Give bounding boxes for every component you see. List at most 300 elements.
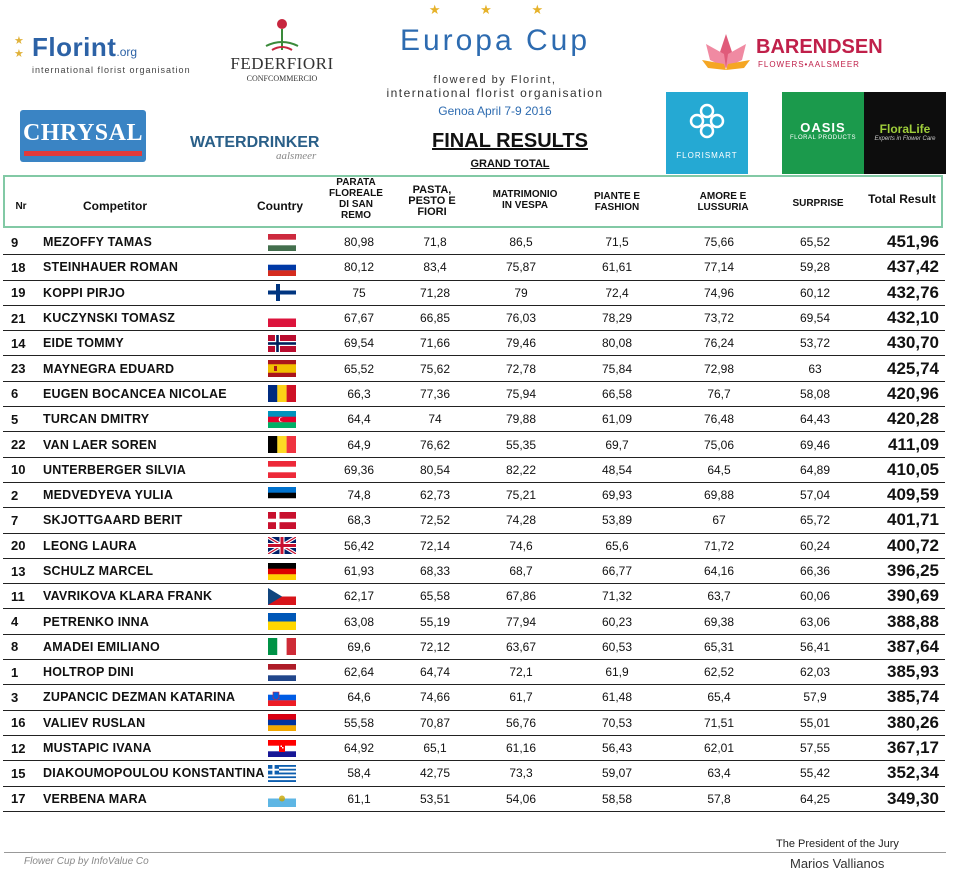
germany-flag-icon [267,559,297,583]
score-cell: 60,12 [799,285,831,300]
score-cell: 60,53 [601,639,633,654]
san-marino-flag-icon [267,787,297,811]
score-cell: 69,38 [703,614,735,629]
italy-flag-icon [267,635,297,659]
europa-line2: international florist organisation [386,86,604,100]
floralife-subtitle: Experts in Flower Care [874,136,936,142]
score-cell: 72,78 [505,361,537,376]
score-cell: 55,01 [799,715,831,730]
score-cell: 66,58 [601,386,633,401]
score-cell: 70,87 [419,715,451,730]
grand-total-subtitle: GRAND TOTAL [470,158,550,170]
florismart-name: FLORISMART [676,151,738,160]
score-cell: 62,01 [703,741,735,756]
total-result: 411,09 [887,434,939,454]
competitor-number: 1 [11,664,19,680]
competitor-number: 19 [11,285,26,301]
competitor-number: 5 [11,411,19,427]
score-cell: 69,46 [799,437,831,452]
score-cell: 65,4 [707,690,731,705]
total-result: 420,96 [887,383,939,403]
competitor-number: 11 [11,588,25,604]
competitor-name: DIAKOUMOPOULOU KONSTANTINA [43,766,265,781]
table-row [3,534,945,559]
waterdrinker-name: WATERDRINKER [190,134,320,151]
europa-line1: flowered by Florint, [433,74,557,86]
score-cell: 65,58 [419,589,451,604]
score-cell: 77,94 [505,614,537,629]
score-cell: 79,46 [505,336,537,351]
competitor-name: VAVRIKOVA KLARA FRANK [43,589,213,604]
chrysal-band [24,151,142,156]
score-cell: 57,55 [799,741,831,756]
table-row [3,230,945,255]
score-cell: 75 [352,285,366,300]
competitor-name: TURCAN DMITRY [43,412,150,427]
score-cell: 56,76 [505,715,537,730]
table-row [3,306,945,331]
score-cell: 74,8 [347,488,371,503]
score-cell: 58,58 [601,791,633,806]
footer-credit: Flower Cup by InfoValue Co [24,856,149,867]
score-cell: 71,72 [703,538,735,553]
score-cell: 56,42 [343,538,375,553]
score-cell: 64,5 [707,462,731,477]
score-cell: 77,36 [419,386,451,401]
score-cell: 62,03 [799,665,831,680]
competitor-number: 16 [11,715,26,731]
total-result: 390,69 [887,586,939,606]
competitor-number: 23 [11,361,26,377]
score-cell: 76,24 [703,336,735,351]
score-cell: 69,6 [347,639,371,654]
score-cell: 76,62 [419,437,451,452]
score-cell: 75,94 [505,386,537,401]
total-result: 388,88 [887,611,939,631]
score-cell: 74,66 [419,690,451,705]
score-cell: 62,64 [343,665,375,680]
score-cell: 66,85 [419,311,451,326]
score-cell: 48,54 [601,462,633,477]
col-country: Country [257,199,303,213]
score-cell: 55,58 [343,715,375,730]
competitor-name: VALIEV RUSLAN [43,715,146,730]
total-result: 385,74 [887,687,939,707]
table-row [3,787,945,812]
score-cell: 71,8 [423,235,447,250]
score-cell: 80,12 [343,260,375,275]
score-cell: 55,19 [419,614,451,629]
oasis-name: OASIS [800,120,846,135]
score-cell: 70,53 [601,715,633,730]
score-cell: 78,29 [601,311,633,326]
score-cell: 56,41 [799,639,831,654]
federfiori-name: FEDERFIORI [230,54,334,73]
table-row [3,559,945,584]
table-row [3,255,945,280]
score-cell: 68,3 [347,513,371,528]
competitor-number: 15 [11,765,26,781]
results-table-body [3,230,945,812]
score-cell: 74,96 [703,285,735,300]
total-result: 396,25 [887,561,939,580]
score-cell: 65,72 [799,513,831,528]
total-result: 385,93 [887,662,939,682]
competitor-number: 17 [11,791,26,807]
score-cell: 76,48 [703,412,735,427]
uk-flag-icon [267,534,297,558]
score-cell: 66,77 [601,564,633,578]
col-nr: Nr [15,201,27,212]
floralife-name: FloraLife [879,122,931,136]
total-result: 425,74 [887,358,939,378]
star-icon: ★ ★ [14,35,24,60]
poland-flag-icon [267,306,297,330]
score-cell: 55,35 [505,437,537,452]
barendsen-subtitle: FLOWERS•AALSMEER [758,60,860,69]
col-matrimonio: MATRIMONIO IN VESPA [492,189,558,211]
score-cell: 66,3 [347,386,371,401]
score-cell: 61,48 [601,690,633,705]
score-cell: 72,52 [419,513,451,528]
floralife-logo [864,92,946,174]
col-amore-lussuria: AMORE E LUSSURIA [697,191,749,213]
score-cell: 55,42 [799,766,831,781]
competitor-number: 13 [11,563,26,579]
croatia-flag-icon [267,736,297,760]
competitor-name: MAYNEGRA EDUARD [43,361,175,376]
norway-flag-icon [267,331,297,355]
competitor-name: STEINHAUER ROMAN [43,260,179,275]
chrysal-name: CHRYSAL [22,120,143,146]
barendsen-name: BARENDSEN [756,36,883,58]
score-cell: 58,4 [347,766,371,781]
total-result: 380,26 [887,712,939,732]
competitor-number: 20 [11,538,26,554]
score-cell: 61,09 [601,412,633,427]
score-cell: 60,06 [799,589,831,604]
florismart-logo [666,92,748,174]
hungary-flag-icon [267,230,297,254]
score-cell: 64,6 [347,690,371,705]
total-result: 451,96 [887,232,939,252]
score-cell: 64,92 [343,741,375,756]
netherlands-flag-icon [267,660,297,684]
europa-cup-logo [360,2,630,118]
score-cell: 74 [428,412,442,427]
table-row [3,711,945,736]
col-piante-fashion: PIANTE E FASHION [593,191,641,213]
score-cell: 53,89 [601,513,633,528]
competitor-name: SCHULZ MARCEL [43,564,154,578]
score-cell: 53,72 [799,336,831,351]
table-row [3,483,945,508]
competitor-name: EIDE TOMMY [43,336,124,351]
col-pasta-pesto: PASTA, PESTO E FIORI [408,184,456,218]
score-cell: 71,32 [601,589,633,604]
score-cell: 71,51 [703,715,735,730]
armenia-flag-icon [267,711,297,735]
stars-icon: ★ ★ ★ [428,2,562,17]
col-surprise: SURPRISE [792,198,844,209]
col-total-result: Total Result [868,192,936,206]
total-result: 367,17 [887,738,939,758]
table-row [3,685,945,710]
competitor-name: AMADEI EMILIANO [43,639,160,654]
score-cell: 69,54 [799,311,831,326]
score-cell: 71,28 [419,285,451,300]
competitor-name: KUCZYNSKI TOMASZ [43,311,176,326]
score-cell: 76,03 [505,311,537,326]
score-cell: 74,28 [505,513,537,528]
score-cell: 72,14 [419,538,451,553]
total-result: 410,05 [887,459,939,479]
col-parata-floreale: PARATA FLOREALE DI SAN REMO [329,177,383,221]
florint-subtitle: international florist organisation [32,65,191,75]
score-cell: 67 [712,513,726,528]
spain-flag-icon [267,356,297,380]
flower-knot-icon [688,102,726,140]
score-cell: 53,51 [419,791,451,806]
total-result: 401,71 [887,510,939,530]
chrysal-logo [20,110,146,162]
score-cell: 66,36 [799,564,831,578]
final-results-title: FINAL RESULTS [432,130,588,152]
score-cell: 58,08 [799,386,831,401]
competitor-number: 18 [11,259,26,275]
score-cell: 64,74 [419,665,451,680]
score-cell: 86,5 [509,235,533,250]
score-cell: 83,4 [423,260,447,275]
score-cell: 60,23 [601,614,633,629]
competitor-number: 2 [11,487,19,503]
score-cell: 77,14 [703,260,735,275]
score-cell: 63,4 [707,766,731,781]
score-cell: 80,54 [419,462,451,477]
czech-flag-icon [267,584,297,608]
europa-cup-title: Europa Cup [399,24,591,57]
score-cell: 72,12 [419,639,451,654]
table-row [3,432,945,457]
estonia-flag-icon [267,483,297,507]
score-cell: 63,08 [343,614,375,629]
score-cell: 61,16 [505,741,537,756]
competitor-name: ZUPANCIC DEZMAN KATARINA [43,690,236,705]
competitor-number: 6 [11,386,19,402]
score-cell: 75,84 [601,361,633,376]
score-cell: 80,98 [343,235,375,250]
score-cell: 62,73 [419,488,451,503]
score-cell: 62,52 [703,665,735,680]
score-cell: 71,66 [419,336,451,351]
table-row [3,761,945,786]
finland-flag-icon [267,281,297,305]
score-cell: 64,25 [799,791,831,806]
score-cell: 65,52 [343,361,375,376]
score-cell: 64,43 [799,412,831,427]
total-result: 400,72 [887,535,939,555]
score-cell: 64,89 [799,462,831,477]
score-cell: 67,67 [343,311,375,326]
table-row [3,508,945,533]
competitor-name: VERBENA MARA [43,791,148,806]
score-cell: 69,36 [343,462,375,477]
total-result: 430,70 [887,333,939,353]
total-result: 387,64 [887,636,939,656]
romania-flag-icon [267,382,297,406]
score-cell: 61,9 [605,665,629,680]
score-cell: 69,54 [343,336,375,351]
col-competitor: Competitor [83,199,147,213]
federfiori-logo [222,14,342,83]
score-cell: 71,5 [605,235,629,250]
score-cell: 79,88 [505,412,537,427]
total-result: 420,28 [887,409,939,429]
president-name: Marios Vallianos [790,856,885,871]
table-row [3,609,945,634]
score-cell: 73,72 [703,311,735,326]
ukraine-flag-icon [267,609,297,633]
slovenia-flag-icon [267,685,297,709]
competitor-number: 21 [11,310,26,326]
score-cell: 74,6 [509,538,533,553]
score-cell: 61,61 [601,260,633,275]
oasis-logo [782,92,864,174]
score-cell: 65,1 [423,741,447,756]
competitor-name: EUGEN BOCANCEA NICOLAE [43,386,227,401]
azerbaijan-flag-icon [267,407,297,431]
score-cell: 57,04 [799,488,831,503]
competitor-number: 3 [11,689,19,705]
competitor-name: MUSTAPIC IVANA [43,741,152,756]
score-cell: 65,31 [703,639,735,654]
score-cell: 59,07 [601,766,633,781]
total-result: 409,59 [887,485,939,505]
europa-line3: Genoa April 7-9 2016 [438,104,552,118]
competitor-number: 4 [11,614,19,630]
score-cell: 57,9 [803,690,827,705]
score-cell: 63,06 [799,614,831,629]
competitor-number: 10 [11,462,26,478]
competitor-name: SKJOTTGAARD BERIT [43,513,183,528]
score-cell: 63 [808,361,822,376]
score-cell: 72,1 [509,665,533,680]
table-row [3,584,945,609]
score-cell: 75,66 [703,235,735,250]
competitor-number: 14 [11,335,26,351]
score-cell: 69,7 [605,437,629,452]
score-cell: 54,06 [505,791,537,806]
competitor-name: LEONG LAURA [43,538,137,553]
table-row [3,382,945,407]
florint-org: .org [116,45,138,59]
score-cell: 59,28 [799,260,831,275]
score-cell: 56,43 [601,741,633,756]
table-row [3,331,945,356]
total-result: 432,76 [887,282,939,302]
competitor-number: 9 [11,234,19,250]
total-result: 432,10 [887,308,939,328]
score-cell: 80,08 [601,336,633,351]
score-cell: 65,52 [799,235,831,250]
oasis-subtitle: FLORAL PRODUCTS [790,135,856,141]
score-cell: 64,16 [703,564,735,578]
federfiori-subtitle: CONFCOMMERCIO [246,74,318,83]
score-cell: 79 [514,285,528,300]
score-cell: 75,21 [505,488,537,503]
competitor-name: MEZOFFY TAMAS [43,235,153,250]
score-cell: 75,87 [505,260,537,275]
score-cell: 63,67 [505,639,537,654]
table-row [3,356,945,381]
total-result: 437,42 [887,257,939,277]
score-cell: 69,93 [601,488,633,503]
score-cell: 57,8 [707,791,731,806]
president-label: The President of the Jury [776,838,899,850]
table-row [3,407,945,432]
total-result: 349,30 [887,788,939,808]
score-cell: 68,7 [509,564,533,578]
score-cell: 67,86 [505,589,537,604]
denmark-flag-icon [267,508,297,532]
score-cell: 64,9 [347,437,371,452]
total-result: 352,34 [887,763,939,783]
competitor-number: 8 [11,639,19,655]
score-cell: 75,06 [703,437,735,452]
score-cell: 72,4 [605,285,629,300]
footer-divider [4,852,946,853]
competitor-number: 7 [11,512,19,528]
score-cell: 61,1 [347,791,371,806]
score-cell: 68,33 [419,564,451,578]
score-cell: 60,24 [799,538,831,553]
competitor-name: VAN LAER SOREN [43,437,157,452]
waterdrinker-subtitle: aalsmeer [276,150,317,162]
score-cell: 65,6 [605,538,629,553]
table-row [3,736,945,761]
table-row [3,458,945,483]
florint-logo [14,32,208,75]
score-cell: 69,88 [703,488,735,503]
score-cell: 63,7 [707,589,731,604]
table-row [3,281,945,306]
waterdrinker-logo [190,134,340,162]
score-cell: 82,22 [505,462,537,477]
flower-icon [262,16,302,56]
lotus-icon [700,30,752,74]
table-row [3,635,945,660]
competitor-name: KOPPI PIRJO [43,285,126,300]
score-cell: 61,93 [343,564,375,578]
table-row [3,660,945,685]
competitor-number: 22 [11,437,26,453]
score-cell: 64,4 [347,412,371,427]
competitor-name: MEDVEDYEVA YULIA [43,488,174,503]
final-results-heading [410,130,610,170]
competitor-number: 12 [11,740,26,756]
score-cell: 75,62 [419,361,451,376]
competitor-name: PETRENKO INNA [43,614,150,629]
score-cell: 72,98 [703,361,735,376]
results-table-header [3,175,943,228]
belgium-flag-icon [267,432,297,456]
score-cell: 42,75 [419,766,451,781]
florint-name: Florint [32,32,117,62]
competitor-name: UNTERBERGER SILVIA [43,462,186,477]
russia-flag-icon [267,255,297,279]
greece-flag-icon [267,761,297,785]
austria-flag-icon [267,458,297,482]
